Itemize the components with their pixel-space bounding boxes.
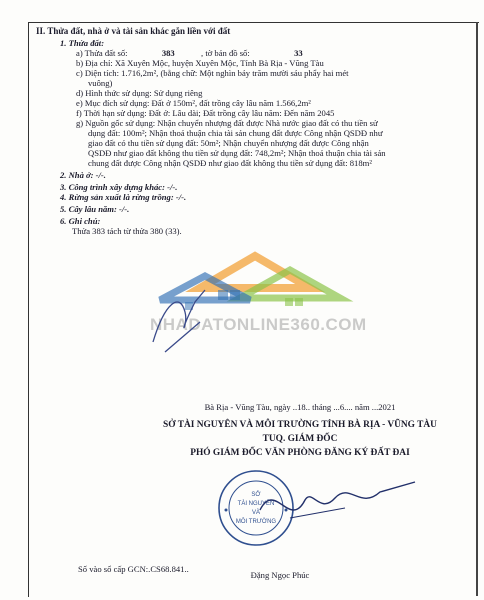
parcel-number: 383: [161, 48, 175, 58]
issuing-organization: SỞ TÀI NGUYÊN VÀ MÔI TRƯỜNG TỈNH BÀ RỊA - VŨNG TÀU: [163, 420, 437, 430]
origin-row-3: giao đất có thu tiền sử dụng đất: 50m²; Nhận chuyển nhượng đất được Công nhận: [88, 138, 369, 148]
other-construction-row: 3. Công trình xây dựng khác: -/-.: [60, 182, 178, 192]
seal-line-1: SỞ: [251, 492, 261, 498]
parcel-label: a) Thửa đất số:: [76, 48, 128, 58]
land-heading: 1. Thửa đất:: [60, 38, 105, 48]
address-row: b) Địa chỉ: Xã Xuyên Mộc, huyện Xuyên Mộc, Tỉnh Bà Rịa - Vũng Tàu: [76, 58, 324, 68]
handwritten-signature: [250, 470, 420, 540]
notes-heading: 6. Ghi chú:: [60, 216, 101, 226]
notes-text: Thửa 383 tách từ thửa 380 (33).: [72, 226, 182, 236]
watermark-text: NHADATONLINE360.COM: [150, 315, 367, 334]
origin-row-2: dụng đất: 100m²; Nhận thoả thuận chia tài sản chung đất được Công nhận QSDĐ như: [88, 128, 383, 138]
date-line: Bà Rịa - Vũng Tàu, ngày ..18.. tháng ...6.... năm ...2021: [204, 402, 396, 412]
area-row-cont: vuông): [88, 78, 113, 88]
origin-row-5: chung đất được Công nhận QSDĐ như giao đất không thu tiền sử dụng đất: 818m²: [88, 158, 372, 168]
handwritten-scribble: [145, 282, 215, 362]
signer-name: Đặng Ngọc Phúc: [250, 570, 310, 580]
seal-line-4: MÔI TRƯỜNG: [235, 519, 277, 525]
map-sheet-number: 33: [294, 48, 303, 58]
section-title: II. Thửa đất, nhà ở và tài sản khác gắn liền với đất: [36, 26, 231, 36]
origin-row-4: QSDĐ như giao đất không thu tiền sử dụng đất: 748,2m²; Nhận thoả thuận chia tài sản: [88, 148, 386, 158]
authorization-title: TUQ. GIÁM ĐỐC: [262, 434, 338, 444]
seal-line-3: VÀ: [251, 510, 261, 516]
page-border-right: [476, 22, 478, 596]
area-row: c) Diện tích: 1.716,2m², (bằng chữ: Một nghìn bảy trăm mười sáu phẩy hai mét: [76, 68, 349, 78]
registry-serial: Số vào sổ cấp GCN:.CS68.841..: [78, 564, 189, 574]
usage-form-row: d) Hình thức sử dụng: Sử dụng riêng: [76, 88, 203, 98]
perennial-row: 5. Cây lâu năm: -/-.: [60, 204, 130, 214]
origin-row-1: g) Nguồn gốc sử dụng: Nhận chuyển nhượng đất được Nhà nước giao đất có thu tiền sử: [76, 118, 378, 128]
map-sheet-label: , tờ bản đồ số:: [201, 48, 250, 58]
forest-row: 4. Rừng sản xuất là rừng trồng: -/-.: [60, 192, 187, 202]
usage-purpose-row: e) Mục đích sử dụng: Đất ở 150m², đất trồng cây lâu năm 1.566,2m²: [76, 98, 311, 108]
usage-term-row: f) Thời hạn sử dụng: Đất ở: Lâu dài; Đất trồng cây lâu năm: Đến năm 2045: [76, 108, 335, 118]
house-row: 2. Nhà ở: -/-.: [60, 170, 106, 180]
land-parcel-row: [76, 48, 466, 58]
signer-title: PHÓ GIÁM ĐỐC VĂN PHÒNG ĐĂNG KÝ ĐẤT ĐAI: [190, 448, 410, 458]
seal-line-2: TÀI NGUYÊN: [237, 501, 275, 507]
certificate-body: [36, 26, 466, 236]
